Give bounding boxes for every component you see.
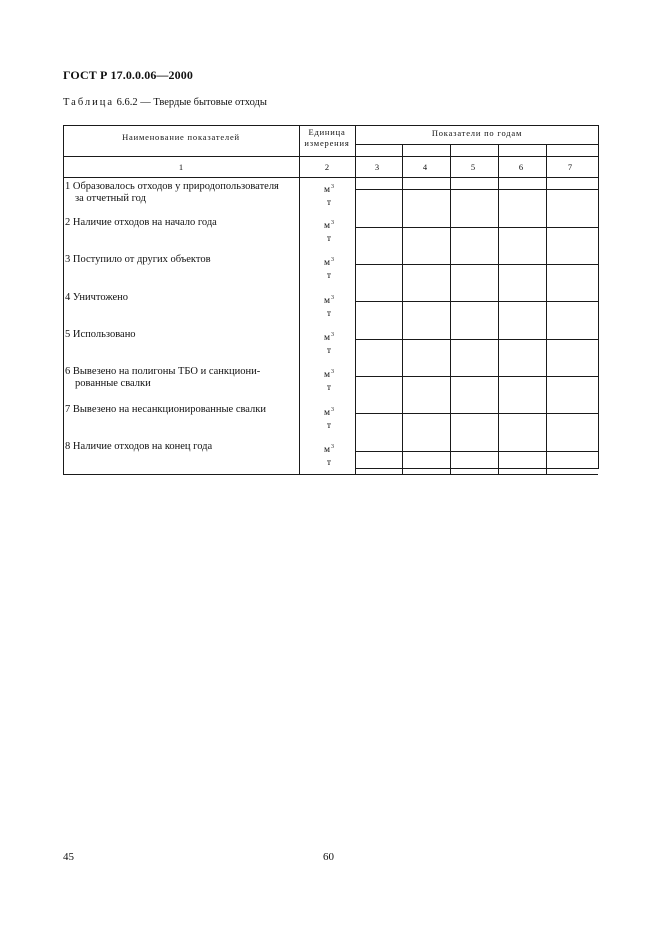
table-caption-number: 6.6.2 bbox=[116, 97, 138, 108]
row-label-8 bbox=[65, 441, 301, 453]
unit-volume: м bbox=[323, 258, 330, 268]
column-number-7: 7 bbox=[567, 162, 573, 172]
row-unit-2 bbox=[299, 217, 359, 246]
row-label-2 bbox=[65, 217, 301, 229]
row-label-1 bbox=[65, 181, 301, 205]
unit-mass: т bbox=[326, 198, 332, 208]
table-bottom-rule bbox=[63, 474, 598, 475]
column-number-6: 6 bbox=[518, 162, 524, 172]
row-label-1-line1: 1 Образовалось отходов у природопользователя bbox=[65, 181, 279, 192]
row-unit-7 bbox=[299, 404, 359, 433]
unit-volume-sup: 3 bbox=[331, 332, 334, 338]
unit-volume: м bbox=[323, 221, 330, 231]
table-caption-title: Твердые бытовые отходы bbox=[153, 97, 267, 108]
unit-mass: т bbox=[326, 346, 332, 356]
table-caption bbox=[63, 97, 267, 108]
document-code: ГОСТ Р 17.0.0.06—2000 bbox=[63, 68, 193, 82]
column-number-3: 3 bbox=[374, 162, 380, 172]
grid-row-rule bbox=[355, 413, 599, 414]
unit-volume: м bbox=[323, 445, 330, 455]
row-unit-6 bbox=[299, 366, 359, 395]
column-number-2: 2 bbox=[324, 162, 330, 172]
years-header-rule bbox=[355, 144, 599, 145]
table-caption-dash: — bbox=[140, 97, 151, 108]
row-unit-5 bbox=[299, 329, 359, 358]
year-column-divider bbox=[546, 144, 547, 475]
column-number-4: 4 bbox=[422, 162, 428, 172]
column-number-5: 5 bbox=[470, 162, 476, 172]
unit-volume: м bbox=[323, 185, 330, 195]
row-unit-4 bbox=[299, 292, 359, 321]
unit-mass: т bbox=[326, 458, 332, 468]
row-label-6-line1: 6 Вывезено на полигоны ТБО и санкциони- bbox=[65, 366, 261, 377]
row-label-6 bbox=[65, 366, 301, 390]
unit-mass: т bbox=[326, 234, 332, 244]
name-unit-divider bbox=[299, 125, 300, 475]
unit-mass: т bbox=[326, 421, 332, 431]
row-unit-8 bbox=[299, 441, 359, 470]
year-column-divider bbox=[498, 144, 499, 475]
table-left-rule bbox=[63, 125, 64, 475]
row-label-3-line1: 3 Поступило от других объектов bbox=[65, 254, 211, 265]
unit-mass: т bbox=[326, 271, 332, 281]
table-caption-prefix: Таблица bbox=[63, 97, 115, 108]
waste-table bbox=[63, 125, 599, 475]
header-bottom-rule bbox=[63, 156, 599, 157]
header-unit-line1: Единица bbox=[308, 127, 346, 137]
unit-mass: т bbox=[326, 383, 332, 393]
grid-row-rule bbox=[355, 451, 599, 452]
unit-volume-sup: 3 bbox=[331, 407, 334, 413]
header-years: Показатели по годам bbox=[431, 128, 523, 138]
unit-volume-sup: 3 bbox=[331, 257, 334, 263]
grid-row-rule bbox=[355, 339, 599, 340]
row-label-4 bbox=[65, 292, 301, 304]
footer-left-number: 45 bbox=[63, 851, 74, 863]
table-top-rule bbox=[63, 125, 599, 126]
header-indicator-name: Наименование показателей bbox=[122, 132, 240, 142]
unit-volume: м bbox=[323, 333, 330, 343]
row-label-4-line1: 4 Уничтожено bbox=[65, 292, 128, 303]
grid-row-rule bbox=[355, 189, 599, 190]
row-label-7-line1: 7 Вывезено на несанкционированные свалки bbox=[65, 404, 267, 415]
unit-volume-sup: 3 bbox=[331, 184, 334, 190]
page-number: 60 bbox=[323, 851, 334, 863]
row-unit-3 bbox=[299, 254, 359, 283]
grid-row-rule bbox=[355, 301, 599, 302]
row-label-1-line2: за отчетный год bbox=[75, 193, 146, 204]
row-unit-1 bbox=[299, 181, 359, 210]
header-unit-line2: измерения bbox=[304, 138, 350, 148]
unit-volume-sup: 3 bbox=[331, 295, 334, 301]
row-label-3 bbox=[65, 254, 301, 266]
unit-volume-sup: 3 bbox=[331, 220, 334, 226]
unit-years-divider bbox=[355, 125, 356, 475]
row-label-5-line1: 5 Использовано bbox=[65, 329, 136, 340]
unit-mass: т bbox=[326, 309, 332, 319]
unit-volume: м bbox=[323, 408, 330, 418]
unit-volume: м bbox=[323, 296, 330, 306]
row-label-7 bbox=[65, 404, 301, 416]
grid-row-rule bbox=[355, 468, 599, 469]
grid-row-rule bbox=[355, 376, 599, 377]
grid-row-rule bbox=[355, 227, 599, 228]
row-label-6-line2: рованные свалки bbox=[75, 378, 151, 389]
row-label-8-line1: 8 Наличие отходов на конец года bbox=[65, 441, 213, 452]
column-numbers-rule bbox=[63, 177, 599, 178]
year-column-divider bbox=[402, 144, 403, 475]
row-label-5 bbox=[65, 329, 301, 341]
year-column-divider bbox=[450, 144, 451, 475]
header-unit bbox=[299, 127, 355, 149]
grid-row-rule bbox=[355, 264, 599, 265]
unit-volume: м bbox=[323, 370, 330, 380]
column-number-1: 1 bbox=[178, 162, 184, 172]
unit-volume-sup: 3 bbox=[331, 369, 334, 375]
table-right-rule bbox=[598, 125, 599, 469]
row-label-2-line1: 2 Наличие отходов на начало года bbox=[65, 217, 217, 228]
unit-volume-sup: 3 bbox=[331, 444, 334, 450]
